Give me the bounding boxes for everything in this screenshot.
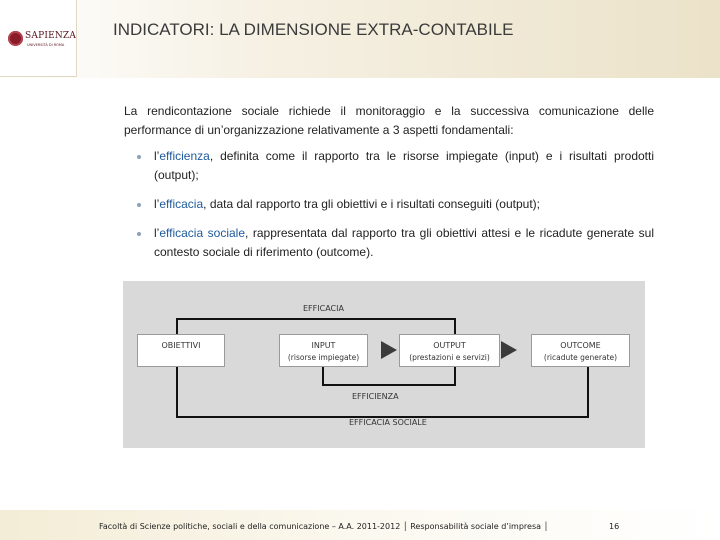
- list-item: [124, 147, 654, 185]
- arrow-icon: [381, 341, 397, 359]
- footer-text: Facoltà di Scienze politiche, sociali e della comunicazione – A.A. 2011-2012 │ Responsabilità sociale d’impresa │: [99, 522, 549, 531]
- box-subtitle: (ricadute generate): [543, 353, 618, 362]
- box-subtitle: (prestazioni e servizi): [409, 353, 490, 362]
- box-title: OUTCOME: [560, 341, 601, 350]
- university-logo: [0, 0, 77, 77]
- seal-icon: [8, 31, 23, 46]
- bullet-term: efficienza: [159, 149, 210, 163]
- bullet-text: , definita come il rapporto tra le risorse impiegate (input) e i risultati prodotti (output);: [154, 149, 654, 182]
- bullet-prefix: l’: [154, 197, 160, 211]
- slide-title: INDICATORI: LA DIMENSIONE EXTRA-CONTABILE: [113, 20, 514, 39]
- bullet-icon: [137, 203, 141, 207]
- page-number: 16: [609, 522, 620, 531]
- intro-paragraph: La rendicontazione sociale richiede il monitoraggio e la successiva comunicazione delle performance di un’organizzazione relativamente a 3 aspetti fondamentali:: [124, 104, 654, 137]
- list-item: [124, 195, 654, 214]
- bullet-term: efficacia: [159, 197, 204, 211]
- aspects-list: [124, 147, 654, 272]
- box-output: [399, 334, 500, 367]
- label-efficacia-sociale: EFFICACIA SOCIALE: [349, 418, 427, 427]
- label-efficacia: EFFICACIA: [303, 304, 344, 313]
- box-outcome: [531, 334, 630, 367]
- bullet-icon: [137, 232, 141, 236]
- efficienza-connector: [323, 367, 455, 385]
- arrow-icon: [501, 341, 517, 359]
- box-input: [279, 334, 368, 367]
- bullet-prefix: l’: [154, 226, 160, 240]
- box-obiettivi: [137, 334, 225, 367]
- box-title: OUTPUT: [433, 341, 466, 350]
- box-title: INPUT: [311, 341, 336, 350]
- indicators-diagram: [123, 281, 645, 448]
- box-subtitle: (risorse impiegate): [287, 353, 360, 362]
- box-title: OBIETTIVI: [161, 341, 201, 350]
- bullet-icon: [137, 155, 141, 159]
- list-item: [124, 224, 654, 262]
- logo-subtitle: UNIVERSITÀ DI ROMA: [27, 43, 65, 47]
- bullet-term: efficacia sociale: [159, 226, 246, 240]
- bullet-text: , data dal rapporto tra gli obiettivi e i risultati conseguiti (output);: [203, 197, 540, 211]
- bullet-prefix: l’: [154, 149, 160, 163]
- efficacia-connector: [177, 319, 455, 334]
- label-efficienza: EFFICIENZA: [352, 392, 399, 401]
- bullet-text: , rappresentata dal rapporto tra gli obiettivi attesi e le ricadute generate sul contesto sociale di riferimento (outcome).: [154, 226, 654, 259]
- logo-name: SAPIENZA: [25, 31, 77, 41]
